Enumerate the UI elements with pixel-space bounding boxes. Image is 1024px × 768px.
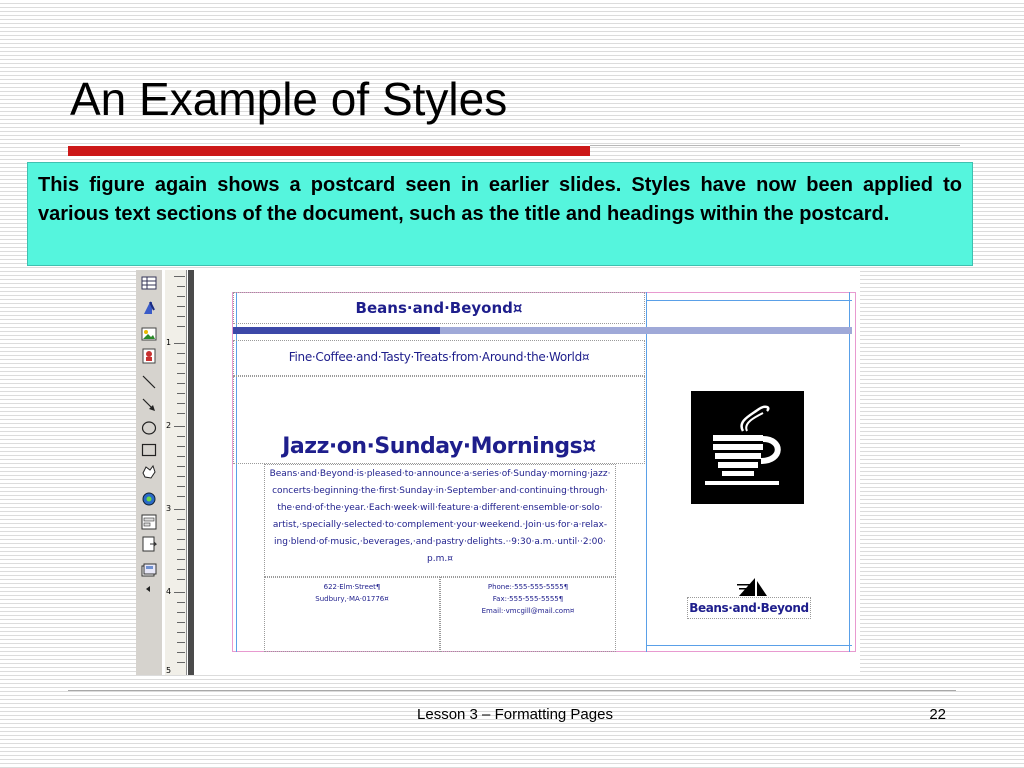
hot-spot-icon[interactable] (140, 490, 157, 507)
html-fragment-icon[interactable] (140, 535, 157, 552)
address-line-1: 622·Elm·Street¶ (323, 583, 381, 591)
ruler-tick (177, 559, 185, 560)
arrow-tool-icon[interactable] (140, 396, 157, 413)
address-line-2: Sudbury,·MA·01776¤ (315, 595, 389, 603)
ruler-number: 5 (166, 666, 172, 675)
ruler-number: 4 (166, 587, 172, 596)
ruler-tick (177, 662, 185, 663)
ruler-tick (177, 373, 185, 374)
ruler-tick (177, 519, 185, 520)
ruler-number: 3 (166, 504, 172, 513)
picture-frame-icon[interactable] (140, 325, 157, 342)
phone-line: Phone:·555-555-5555¶ (487, 583, 569, 591)
postcard-body-text: Beans·and·Beyond·is·pleased·to·announce·a·series·of·Sunday·morning·jazz· concerts·beginning·the·first·Sunday·in·September·and·continuing·through· the·end·of·the·year.·Each·week·will·feature·a·different·ensemble·or·solo· artist,·specially·selected·to·complement·your·weekend.·Join·us·for·a·relax- ing·blend·of·music,·beverages,·and·pastry·delights.··9:30·a.m.·until··2:00· p.m.¤ (269, 469, 611, 564)
custom-shape-icon[interactable] (140, 463, 157, 480)
form-control-icon[interactable] (140, 513, 157, 530)
layout-guide (646, 645, 852, 646)
ruler-tick (177, 296, 185, 297)
ruler-number: 2 (166, 421, 172, 430)
ruler-tick (177, 436, 185, 437)
contact-block (442, 581, 614, 617)
caption-box: This figure again shows a postcard seen in earlier slides. Styles have now been applied to various text sections of the document, such as the title and headings within the postcard. (27, 162, 973, 266)
clip-art-icon[interactable] (140, 347, 157, 364)
more-tools-arrow-icon[interactable] (140, 580, 157, 597)
postcard-subtitle: Fine·Coffee·and·Tasty·Treats·from·Around·the·World¤ (288, 350, 590, 364)
banner-bar-light (440, 327, 852, 334)
ruler-tick (177, 579, 185, 580)
ruler-tick (177, 602, 185, 603)
ruler-tick (177, 529, 185, 530)
vertical-ruler[interactable] (162, 270, 187, 675)
layout-guide (849, 292, 850, 652)
line-tool-icon[interactable] (140, 373, 157, 390)
ruler-tick (177, 486, 185, 487)
title-underline-rule (590, 145, 960, 146)
ruler-tick (177, 446, 185, 447)
ruler-tick (174, 509, 185, 510)
ruler-tick (177, 476, 185, 477)
margin-guide (855, 292, 856, 652)
ruler-tick (177, 383, 185, 384)
ruler-tick (177, 642, 185, 643)
layout-guide (646, 300, 852, 301)
slide-page-number: 22 (929, 706, 946, 723)
ruler-tick (177, 353, 185, 354)
ruler-tick (177, 622, 185, 623)
postcard-canvas[interactable] (194, 270, 860, 675)
ruler-tick (177, 363, 185, 364)
wordart-tool-icon[interactable] (140, 299, 157, 316)
ruler-tick (174, 276, 185, 277)
coffee-cup-icon[interactable] (691, 391, 804, 504)
ruler-tick (177, 539, 185, 540)
footer-lesson-title: Lesson 3 – Formatting Pages (417, 706, 613, 723)
title-underline-accent (68, 146, 590, 156)
fax-line: Fax:·555-555-5555¶ (492, 595, 564, 603)
ruler-tick (177, 306, 185, 307)
publisher-screenshot (136, 270, 860, 675)
postcard-event-heading: Jazz·on·Sunday·Mornings¤ (282, 433, 596, 459)
ruler-tick (174, 592, 185, 593)
ruler-tick (174, 426, 185, 427)
ruler-tick (177, 393, 185, 394)
ruler-tick (177, 466, 185, 467)
ruler-tick (177, 286, 185, 287)
ruler-tick (177, 326, 185, 327)
ruler-tick (177, 456, 185, 457)
footer-rule (68, 690, 956, 691)
ruler-tick (177, 549, 185, 550)
ruler-tick (177, 413, 185, 414)
oval-tool-icon[interactable] (140, 419, 157, 436)
design-gallery-icon[interactable] (140, 561, 157, 578)
ruler-tick (177, 403, 185, 404)
email-line: Email:·vmcgill@mail.com¤ (481, 607, 575, 615)
objects-toolbar (136, 270, 163, 675)
table-tool-icon[interactable] (140, 274, 157, 291)
ruler-tick (177, 569, 185, 570)
ruler-tick (177, 496, 185, 497)
address-block (266, 581, 438, 605)
ruler-tick (177, 316, 185, 317)
ruler-number: 1 (166, 338, 172, 347)
ruler-margin-marker (162, 270, 165, 675)
ruler-tick (177, 612, 185, 613)
sailboat-logo-icon (733, 577, 769, 597)
banner-bar-dark (233, 327, 440, 334)
layout-guide (646, 292, 647, 652)
logo-text-frame[interactable]: Beans·and·Beyond (687, 597, 811, 619)
ruler-tick (177, 652, 185, 653)
postcard-banner-title: Beans·and·Beyond¤ (355, 299, 523, 317)
ruler-tick (177, 632, 185, 633)
rectangle-tool-icon[interactable] (140, 441, 157, 458)
ruler-tick (174, 343, 185, 344)
slide-title: An Example of Styles (70, 73, 508, 125)
